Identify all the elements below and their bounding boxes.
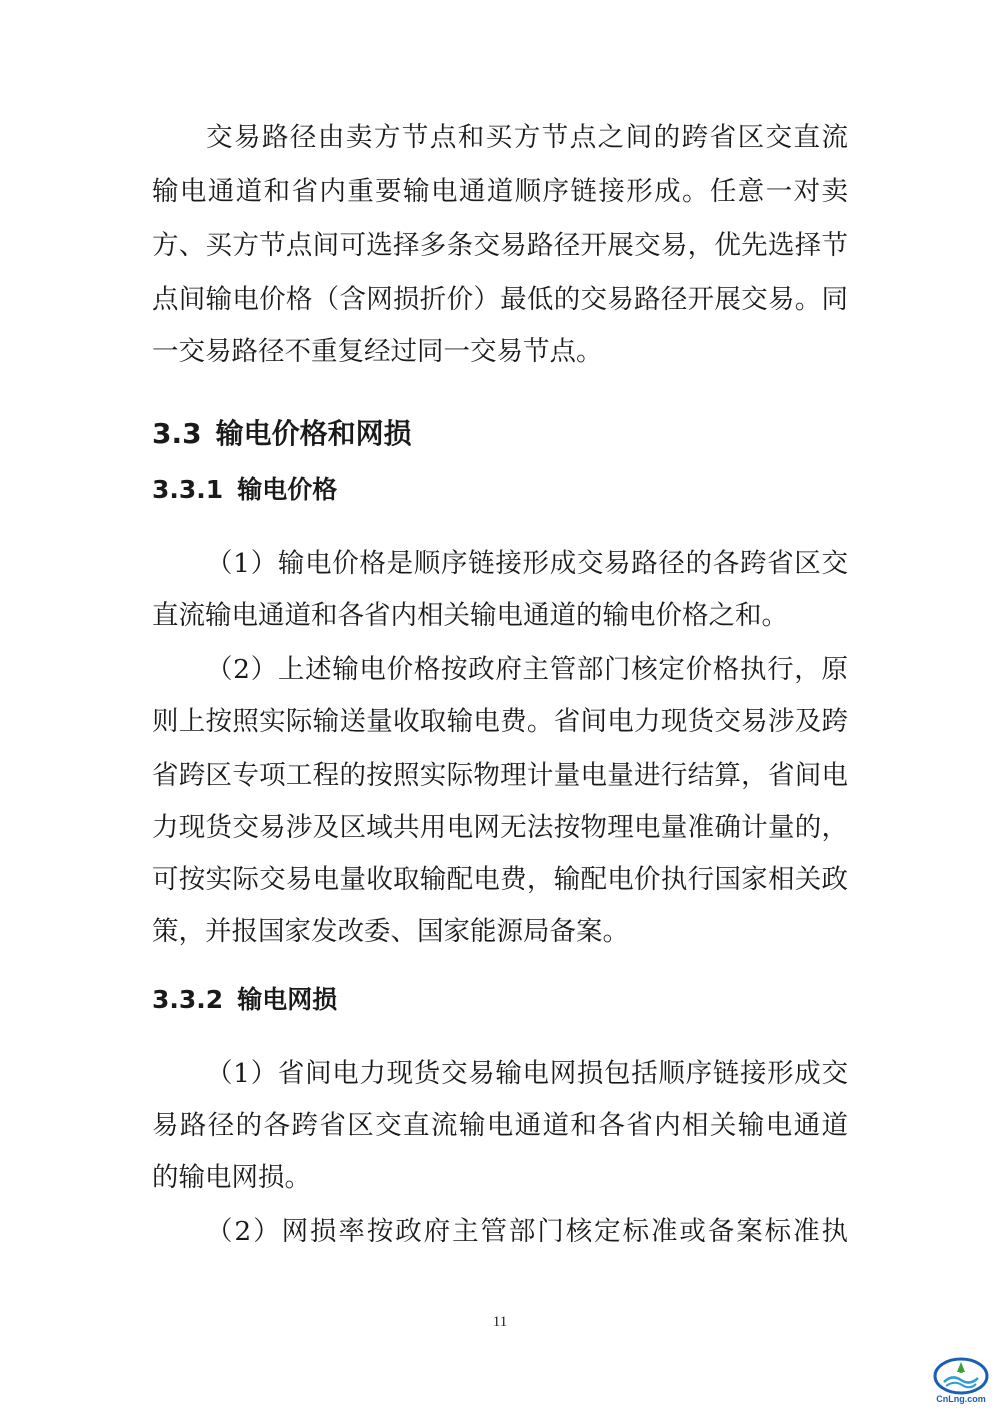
section-title: 输电价格和网损 [215,417,412,450]
paragraph-line: 力现货交易涉及区域共用电网无法按物理电量准确计量的， [152,812,848,843]
paragraph-line: 易路径的各跨省区交直流输电通道和各省内相关输电通道 [152,1110,848,1141]
paragraph-line: 一交易路径不重复经过同一交易节点。 [152,336,603,367]
section-number: 3.3.1 [152,475,224,504]
section-title: 输电网损 [237,985,338,1014]
paragraph-line: 省跨区专项工程的按照实际物理计量电量进行结算，省间电 [152,760,848,791]
paragraph-line: （2）网损率按政府主管部门核定标准或备案标准执 [206,1216,848,1247]
paragraph-line: 方、买方节点间可选择多条交易路径开展交易，优先选择节 [152,230,848,261]
paragraph-line: （2）上述输电价格按政府主管部门核定价格执行，原 [206,654,848,685]
paragraph-line: 则上按照实际输送量收取输电费。省间电力现货交易涉及跨 [152,706,848,737]
paragraph-line: 交易路径由卖方节点和买方节点之间的跨省区交直流 [206,122,848,153]
section-number: 3.3 [152,417,202,450]
paragraph-line: 的输电网损。 [152,1162,311,1193]
page-number: 11 [492,1314,508,1330]
watermark [930,1356,992,1408]
paragraph-line: 策，并报国家发改委、国家能源局备案。 [152,916,629,947]
cnlng-logo-icon [930,1356,992,1396]
section-heading-3-3-2 [152,980,337,1020]
paragraph-line: 输电通道和省内重要输电通道顺序链接形成。任意一对卖 [152,176,848,207]
paragraph-line: （1）输电价格是顺序链接形成交易路径的各跨省区交 [206,548,848,579]
paragraph-line: 可按实际交易电量收取输配电费，输配电价执行国家相关政 [152,864,848,895]
section-heading-3-3-1 [152,470,337,510]
paragraph-line: 点间输电价格（含网损折价）最低的交易路径开展交易。同 [152,284,848,315]
paragraph-line: （1）省间电力现货交易输电网损包括顺序链接形成交 [206,1058,848,1089]
paragraph-line: 直流输电通道和各省内相关输电通道的输电价格之和。 [152,600,788,631]
section-number: 3.3.2 [152,985,224,1014]
watermark-text: CnLng.com [936,1394,986,1404]
section-title: 输电价格 [237,475,338,504]
section-heading-3-3 [152,412,412,456]
